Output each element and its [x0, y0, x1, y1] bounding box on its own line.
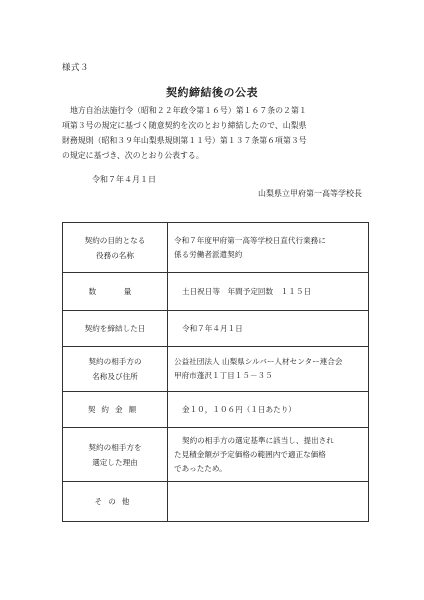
- row-label-contract-amount: [63, 392, 168, 428]
- value-line: 契約の相手方の選定基準に該当し、提出され: [182, 435, 334, 445]
- announcement-paragraph: [62, 103, 362, 163]
- paragraph-line: 項第３号の規定に基づく随意契約を次のとおり締結したので、山梨県: [62, 121, 307, 130]
- issuer-name: 山梨県立甲府第一高等学校長: [258, 189, 362, 198]
- contract-table: [62, 222, 369, 522]
- value-line: 令和７年度甲府第一高等学校日直代行業務に: [174, 235, 326, 245]
- label-line: その他: [94, 497, 136, 506]
- table-row: [63, 482, 369, 522]
- label-line: 契約を締結した日: [84, 324, 146, 333]
- row-label-other: [63, 482, 168, 522]
- label-line: 契約の相手方を: [88, 442, 142, 452]
- announcement-date: 令和７年４月１日: [92, 175, 156, 184]
- row-value-quantity: [168, 273, 369, 311]
- table-row: [63, 347, 369, 392]
- paragraph-line: の規定に基づき、次のとおり公表する。: [62, 151, 204, 160]
- table-row: [63, 428, 369, 482]
- label-line: 契約の相手方の: [88, 357, 142, 366]
- row-label-selection-reason: [63, 428, 168, 482]
- label-line: 契約の目的となる: [84, 235, 146, 245]
- row-value-selection-reason: [168, 428, 369, 482]
- table-row: [63, 273, 369, 311]
- value-line: であったため。: [174, 463, 227, 473]
- row-value-service-name: [168, 223, 369, 273]
- paragraph-line: 財務規則（昭和３９年山梨県規則第１１号）第１３７条第６項第３号: [62, 136, 307, 145]
- row-value-counterparty: [168, 347, 369, 392]
- value-line: 金１０，１０６円（１日あたり）: [182, 404, 296, 414]
- label-line: 数 量: [88, 287, 142, 296]
- row-label-service-name: [63, 223, 168, 273]
- value-line: 係る労働者派遣契約: [174, 249, 243, 259]
- label-line: 名称及び住所: [92, 372, 138, 381]
- value-line: 土日祝日等 年間予定回数 １１５日: [182, 286, 312, 296]
- label-line: 選定した理由: [92, 457, 138, 467]
- row-value-contract-amount: [168, 392, 369, 428]
- paragraph-line: 地方自治法施行令（昭和２２年政令第１６号）第１６７条の２第１: [70, 106, 307, 115]
- document-title: 契約締結後の公表: [166, 86, 258, 99]
- label-line: 役務の名称: [96, 250, 134, 260]
- row-label-contract-date: [63, 311, 168, 347]
- value-line: 令和７年４月１日: [182, 323, 243, 333]
- value-line: 甲府市蓬沢１丁目１５－３５: [174, 371, 273, 380]
- row-value-other: [168, 482, 369, 522]
- table-row: [63, 311, 369, 347]
- row-label-counterparty: [63, 347, 168, 392]
- table-row: [63, 392, 369, 428]
- form-number: 様式３: [62, 63, 90, 73]
- row-label-quantity: [63, 273, 168, 311]
- value-line: た見積金額が予定価格の範囲内で適正な価格: [174, 449, 326, 459]
- row-value-contract-date: [168, 311, 369, 347]
- table-row: [63, 223, 369, 273]
- value-line: 公益社団法人 山梨県シルバー人材センター連合会: [174, 357, 343, 366]
- label-line: 契約金額: [87, 405, 143, 414]
